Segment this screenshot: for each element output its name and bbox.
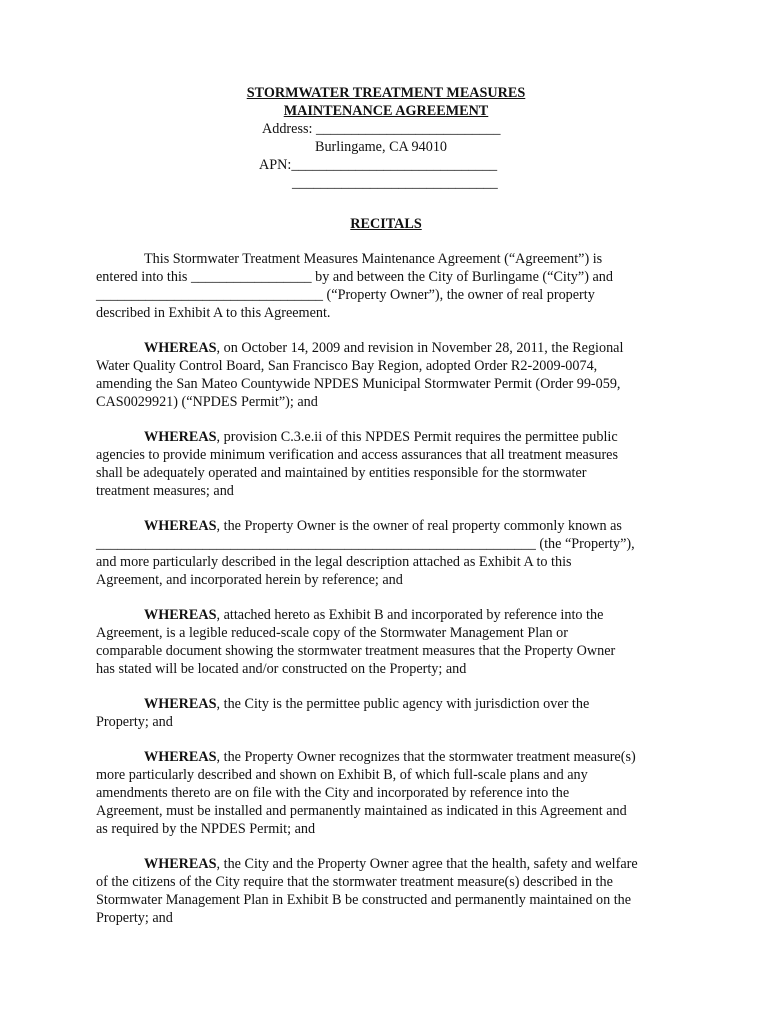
whereas-lead: WHEREAS: [144, 607, 217, 623]
whereas-lead: WHEREAS: [144, 518, 217, 534]
whereas-line: [96, 606, 676, 624]
whereas-line: more particularly described and shown on Exhibit B, of which full-scale plans and any: [96, 767, 588, 783]
whereas-line: has stated will be located and/or constructed on the Property; and: [96, 661, 467, 677]
whereas-line: [96, 748, 676, 766]
whereas-line: Property; and: [96, 910, 173, 926]
whereas-line: and more particularly described in the legal description attached as Exhibit A to this: [96, 554, 572, 570]
whereas-paragraph-2: [96, 428, 676, 500]
whereas-lead: WHEREAS: [144, 749, 217, 765]
whereas-line: [96, 695, 676, 713]
whereas-line: ______________________________________________________________ (the “Property”),: [96, 536, 635, 552]
city-line: Burlingame, CA 94010: [315, 139, 448, 155]
whereas-lead: WHEREAS: [144, 429, 217, 445]
whereas-line: Agreement, is a legible reduced-scale copy of the Stormwater Management Plan or: [96, 625, 568, 641]
whereas-line: comparable document showing the stormwater treatment measures that the Property Owner: [96, 643, 616, 659]
whereas-text: , the Property Owner is the owner of real property commonly known as: [216, 518, 622, 534]
whereas-text: , the City is the permittee public agency with jurisdiction over the: [216, 696, 590, 712]
whereas-text: , the Property Owner recognizes that the stormwater treatment measure(s): [216, 749, 636, 765]
whereas-text: , the City and the Property Owner agree that the health, safety and welfare: [216, 856, 638, 872]
document-title-line1: STORMWATER TREATMENT MEASURES: [246, 85, 526, 101]
whereas-line: as required by the NPDES Permit; and: [96, 821, 316, 837]
whereas-paragraph-1: [96, 339, 676, 411]
whereas-paragraph-5: [96, 695, 676, 731]
apn-field: APN:_____________________________: [259, 157, 498, 173]
whereas-line: [96, 428, 676, 446]
whereas-line: Agreement, must be installed and permanently maintained as indicated in this Agreement and: [96, 803, 627, 819]
document-title-line2: MAINTENANCE AGREEMENT: [283, 103, 489, 119]
whereas-line: CAS0029921) (“NPDES Permit”); and: [96, 394, 318, 410]
whereas-lead: WHEREAS: [144, 340, 217, 356]
intro-line: This Stormwater Treatment Measures Maintenance Agreement (“Agreement”) is: [144, 251, 603, 267]
whereas-text: , provision C.3.e.ii of this NPDES Permit requires the permittee public: [216, 429, 618, 445]
whereas-text: , attached hereto as Exhibit B and incorporated by reference into the: [216, 607, 604, 623]
address-field: Address: __________________________: [262, 121, 501, 137]
whereas-lead: WHEREAS: [144, 856, 217, 872]
whereas-paragraph-4: [96, 606, 676, 678]
document-page: [96, 84, 676, 944]
intro-line: entered into this _________________ by and between the City of Burlingame (“City”) and: [96, 269, 613, 285]
intro-line: ________________________________ (“Property Owner”), the owner of real property: [96, 287, 595, 303]
whereas-paragraph-3: [96, 517, 676, 589]
whereas-line: agencies to provide minimum verification and access assurances that all treatment measures: [96, 447, 618, 463]
whereas-line: [96, 855, 676, 873]
whereas-line: [96, 339, 676, 357]
whereas-line: [96, 517, 676, 535]
recitals-heading: RECITALS: [350, 216, 422, 232]
whereas-paragraph-6: [96, 748, 676, 838]
intro-paragraph: [96, 250, 676, 322]
whereas-line: treatment measures; and: [96, 483, 234, 499]
apn-field-continued: _____________________________: [292, 175, 498, 191]
whereas-line: amending the San Mateo Countywide NPDES Municipal Stormwater Permit (Order 99-059,: [96, 376, 621, 392]
whereas-line: Water Quality Control Board, San Francisco Bay Region, adopted Order R2-2009-0074,: [96, 358, 598, 374]
whereas-line: shall be adequately operated and maintained by entities responsible for the stormwater: [96, 465, 587, 481]
whereas-paragraph-7: [96, 855, 676, 927]
whereas-line: Agreement, and incorporated herein by reference; and: [96, 572, 403, 588]
whereas-line: Stormwater Management Plan in Exhibit B be constructed and permanently maintained on the: [96, 892, 632, 908]
whereas-lead: WHEREAS: [144, 696, 217, 712]
intro-line: described in Exhibit A to this Agreement.: [96, 305, 331, 321]
whereas-line: of the citizens of the City require that the stormwater treatment measure(s) described in the: [96, 874, 613, 890]
whereas-line: amendments thereto are on file with the City and incorporated by reference into the: [96, 785, 570, 801]
whereas-text: , on October 14, 2009 and revision in November 28, 2011, the Regional: [216, 340, 624, 356]
whereas-line: Property; and: [96, 714, 173, 730]
